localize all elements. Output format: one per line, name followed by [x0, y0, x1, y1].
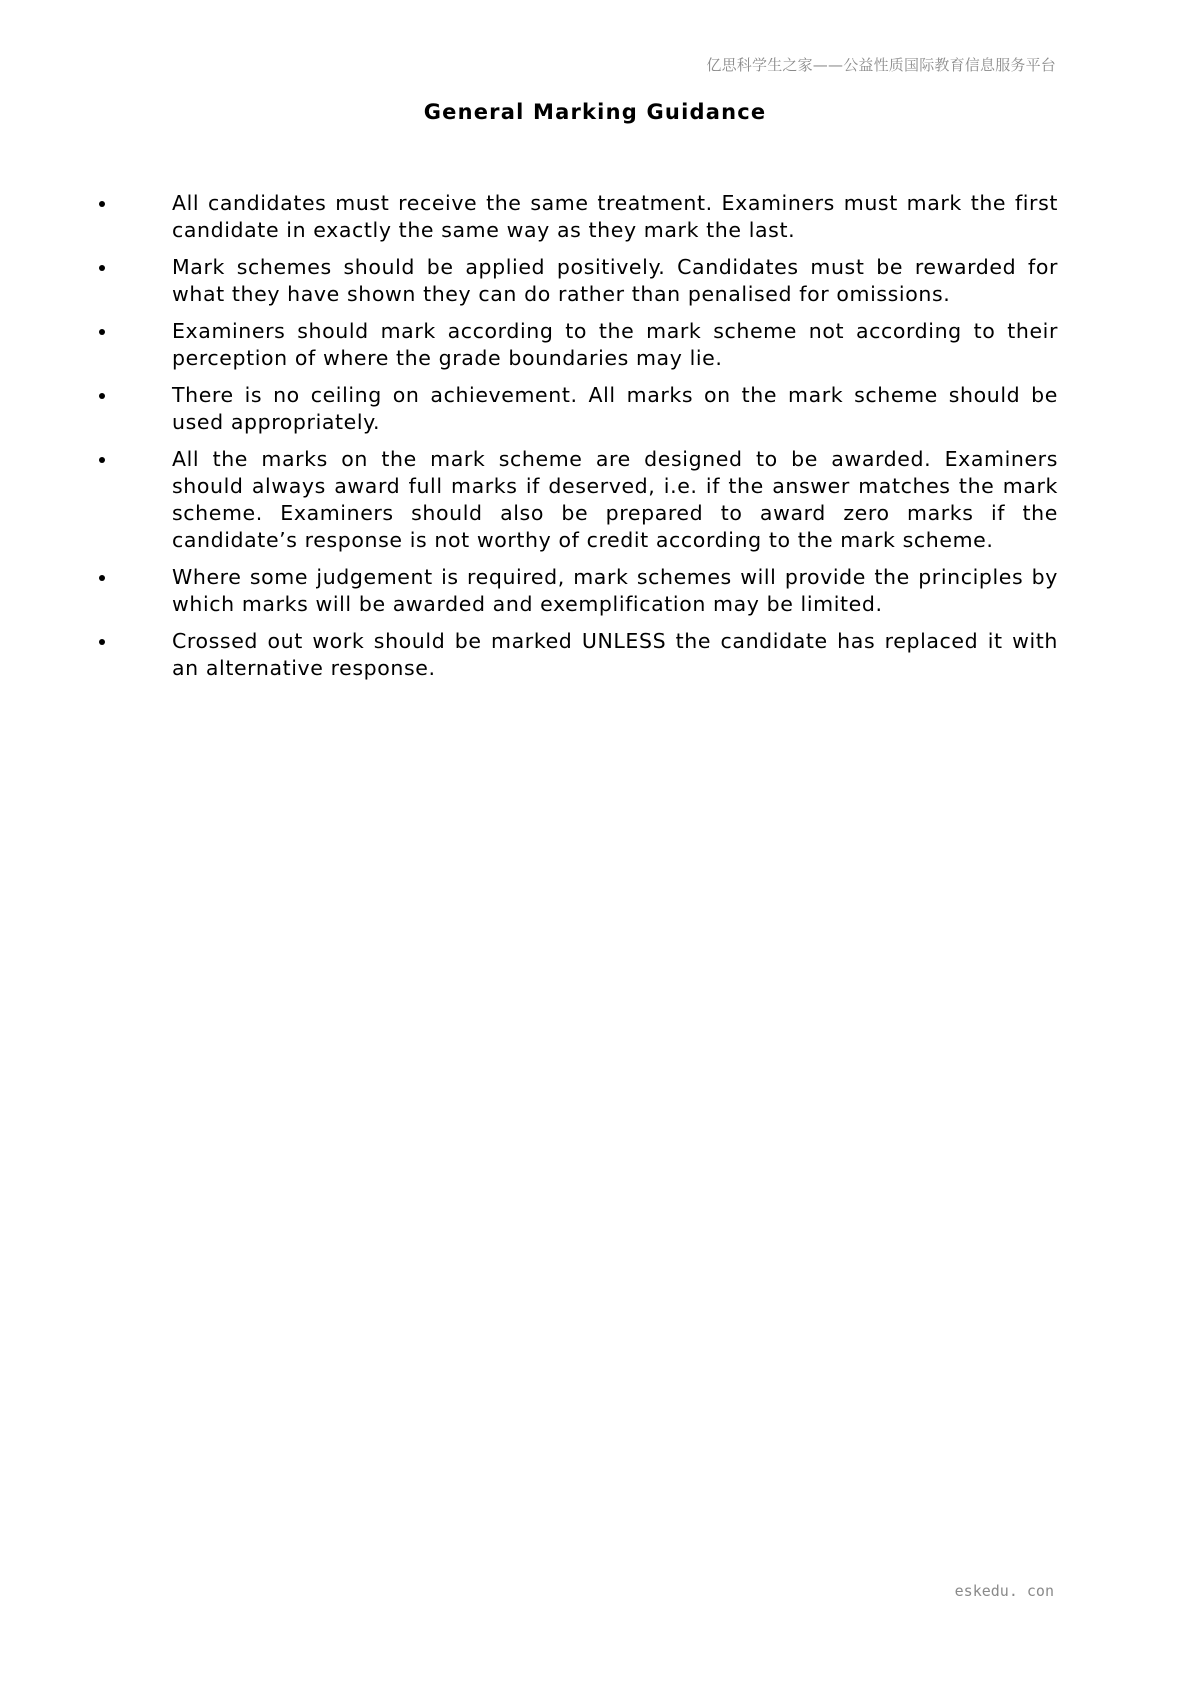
bullet-icon: [99, 329, 105, 335]
list-item: [96, 254, 1058, 308]
list-item-text: There is no ceiling on achievement. All marks on the mark scheme should be used appropriately.: [172, 383, 1058, 434]
bullet-icon: [99, 393, 105, 399]
list-item: [96, 318, 1058, 372]
bullet-icon: [99, 575, 105, 581]
bullet-icon: [99, 265, 105, 271]
list-item: [96, 382, 1058, 436]
bullet-icon: [99, 639, 105, 645]
bullet-icon: [99, 201, 105, 207]
list-item-text: Examiners should mark according to the mark scheme not according to their perception of where the grade boundaries may lie.: [172, 319, 1058, 370]
header-watermark-text: 亿思科学生之家——公益性质国际教育信息服务平台: [706, 56, 1056, 74]
page-title: General Marking Guidance: [423, 100, 767, 124]
list-item-text: Mark schemes should be applied positively. Candidates must be rewarded for what they have shown they can do rather than penalised for omissions.: [172, 255, 1058, 306]
list-item: [96, 628, 1058, 682]
list-item: [96, 190, 1058, 244]
bullet-icon: [99, 457, 105, 463]
list-item-text: Crossed out work should be marked UNLESS the candidate has replaced it with an alternative response.: [172, 629, 1058, 680]
list-item-text: Where some judgement is required, mark schemes will provide the principles by which marks will be awarded and exemplification may be limited.: [172, 565, 1058, 616]
list-item: [96, 446, 1058, 554]
list-item-text: All the marks on the mark scheme are designed to be awarded. Examiners should always award full marks if deserved, i.e. if the answer matches the mark scheme. Examiners should also be prepared to award zero marks if the candidate’s response is not worthy of credit according to the mark scheme.: [172, 447, 1058, 552]
list-item: [96, 564, 1058, 618]
guidance-list: [96, 190, 1058, 692]
list-item-text: All candidates must receive the same treatment. Examiners must mark the first candidate in exactly the same way as they mark the last.: [172, 191, 1058, 242]
footer-site-text: eskedu. con: [954, 1582, 1054, 1600]
